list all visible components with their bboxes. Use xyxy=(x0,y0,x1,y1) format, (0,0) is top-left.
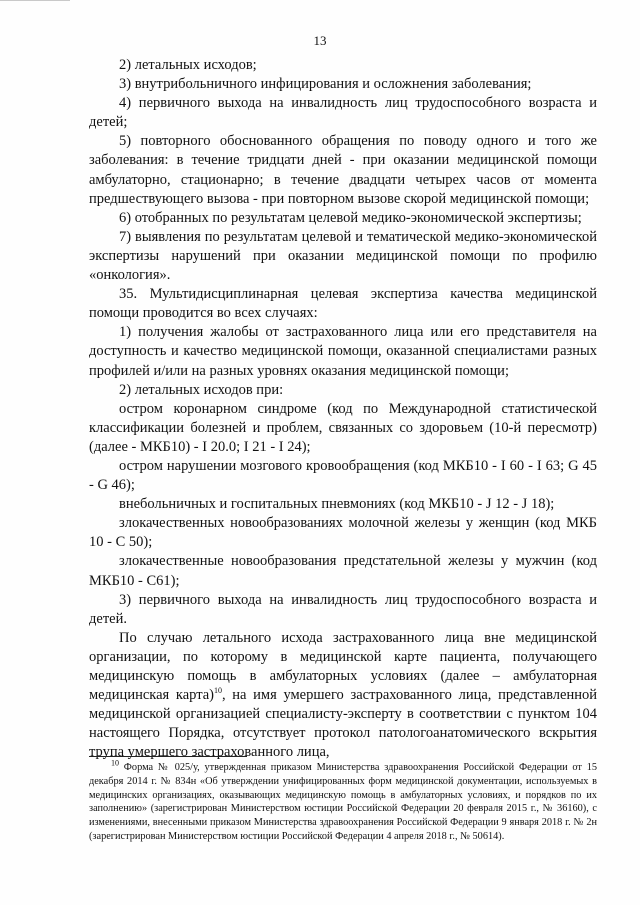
body-text xyxy=(89,56,597,762)
paragraph-item-35-1: 1) получения жалобы от застрахованного лица или его представителя на доступность и качество медицинской помощи, оказанной специалистами разных профилей и/или на разных уровнях оказания медицинской помощи; xyxy=(89,324,597,379)
paragraph-item-2: 2) летальных исходов; xyxy=(119,57,257,73)
paragraph-item-35-2: 2) летальных исходов при: xyxy=(119,381,284,398)
paragraph-item-5: 5) повторного обоснованного обращения по поводу одного и того же заболевания: в течение тридцати дней - при оказании медицинской помощи амбулаторно, стационарно; в течение двадцати четырех часов от момента предшествующего вызова - при повторном вызове скорой медицинской помощи; xyxy=(89,133,597,207)
page-number: 13 xyxy=(313,33,327,48)
paragraph-item-7: 7) выявления по результатам целевой и тематической медико-экономической экспертизы нарушений при оказании медицинской помощи по профилю «онкология». xyxy=(89,228,597,284)
paragraph-clause-35: 35. Мультидисциплинарная целевая экспертиза качества медицинской помощи проводится во всех случаях: xyxy=(89,286,597,322)
footnote-reference: 10 xyxy=(213,686,222,696)
paragraph-prostate-cancer: злокачественные новообразования предстательной железы у мужчин (код МКБ10 - С61); xyxy=(89,553,597,589)
footnote-marker: 10 xyxy=(111,758,119,768)
footnote-text: Форма № 025/у, утвержденная приказом Министерства здравоохранения Российской Федерации от 15 декабря 2014 г. № 834н «Об утверждении унифицированных форм медицинской документации, используемых в медицинских организациях, оказывающих медицинскую помощь в амбулаторных условиях, и порядков по их заполнению» (зарегистрирован Министерством юстиции Российской Федерации 20 февраля 2015 г., № 36160), с изменениями, внесенными приказом Министерства здравоохранения Российской Федерации 9 января 2018 г. № 2н (зарегистрирован Министерством юстиции Российской Федерации 4 апреля 2018 г., № 50614). xyxy=(89,762,597,842)
paragraph-death-case xyxy=(89,629,597,763)
paragraph-item-4: 4) первичного выхода на инвалидность лиц трудоспособного возраста и детей; xyxy=(89,95,597,131)
paragraph-stroke: остром нарушении мозгового кровообращения (код МКБ10 - I 60 - I 63; G 45 - G 46); xyxy=(89,457,597,494)
footnote xyxy=(89,758,597,844)
death-case-text-start: По случаю летального исхода застрахованного лица вне медицинской организации, по которому в медицинской карте пациента, получающего медицинскую помощь в амбулаторных условиях (далее – амбулаторная медицинская карта) xyxy=(89,629,597,704)
paragraph-item-35-3: 3) первичного выхода на инвалидность лиц трудоспособного возраста и детей. xyxy=(89,591,597,627)
paragraph-item-6: 6) отобранных по результатам целевой медико-экономической экспертизы; xyxy=(119,209,582,226)
scan-edge-mark xyxy=(0,0,70,6)
paragraph-acute-coronary: остром коронарном синдроме (код по Международной статистической классификации болезней и проблем, связанных со здоровьем (10-й пересмотр) (далее - МКБ10) - I 20.0; I 21 - I 24); xyxy=(89,400,597,455)
paragraph-pneumonia: внебольничных и госпитальных пневмониях (код МКБ10 - J 12 - J 18); xyxy=(119,496,555,513)
footnote-paragraph xyxy=(89,758,597,844)
paragraph-item-3: 3) внутрибольничного инфицирования и осложнения заболевания; xyxy=(119,76,532,93)
death-case-text-end: , на имя умершего застрахованного лица, представленной медицинской организацией специалисту-эксперту в соответствии с пунктом 104 настоящего Порядка, отсутствует протокол патологоанатомического вскрытия трупа умершего застрахованного лица, xyxy=(89,687,597,761)
footnote-separator xyxy=(89,756,247,757)
paragraph-breast-cancer: злокачественных новообразованиях молочной железы у женщин (код МКБ 10 - С 50); xyxy=(89,515,597,551)
